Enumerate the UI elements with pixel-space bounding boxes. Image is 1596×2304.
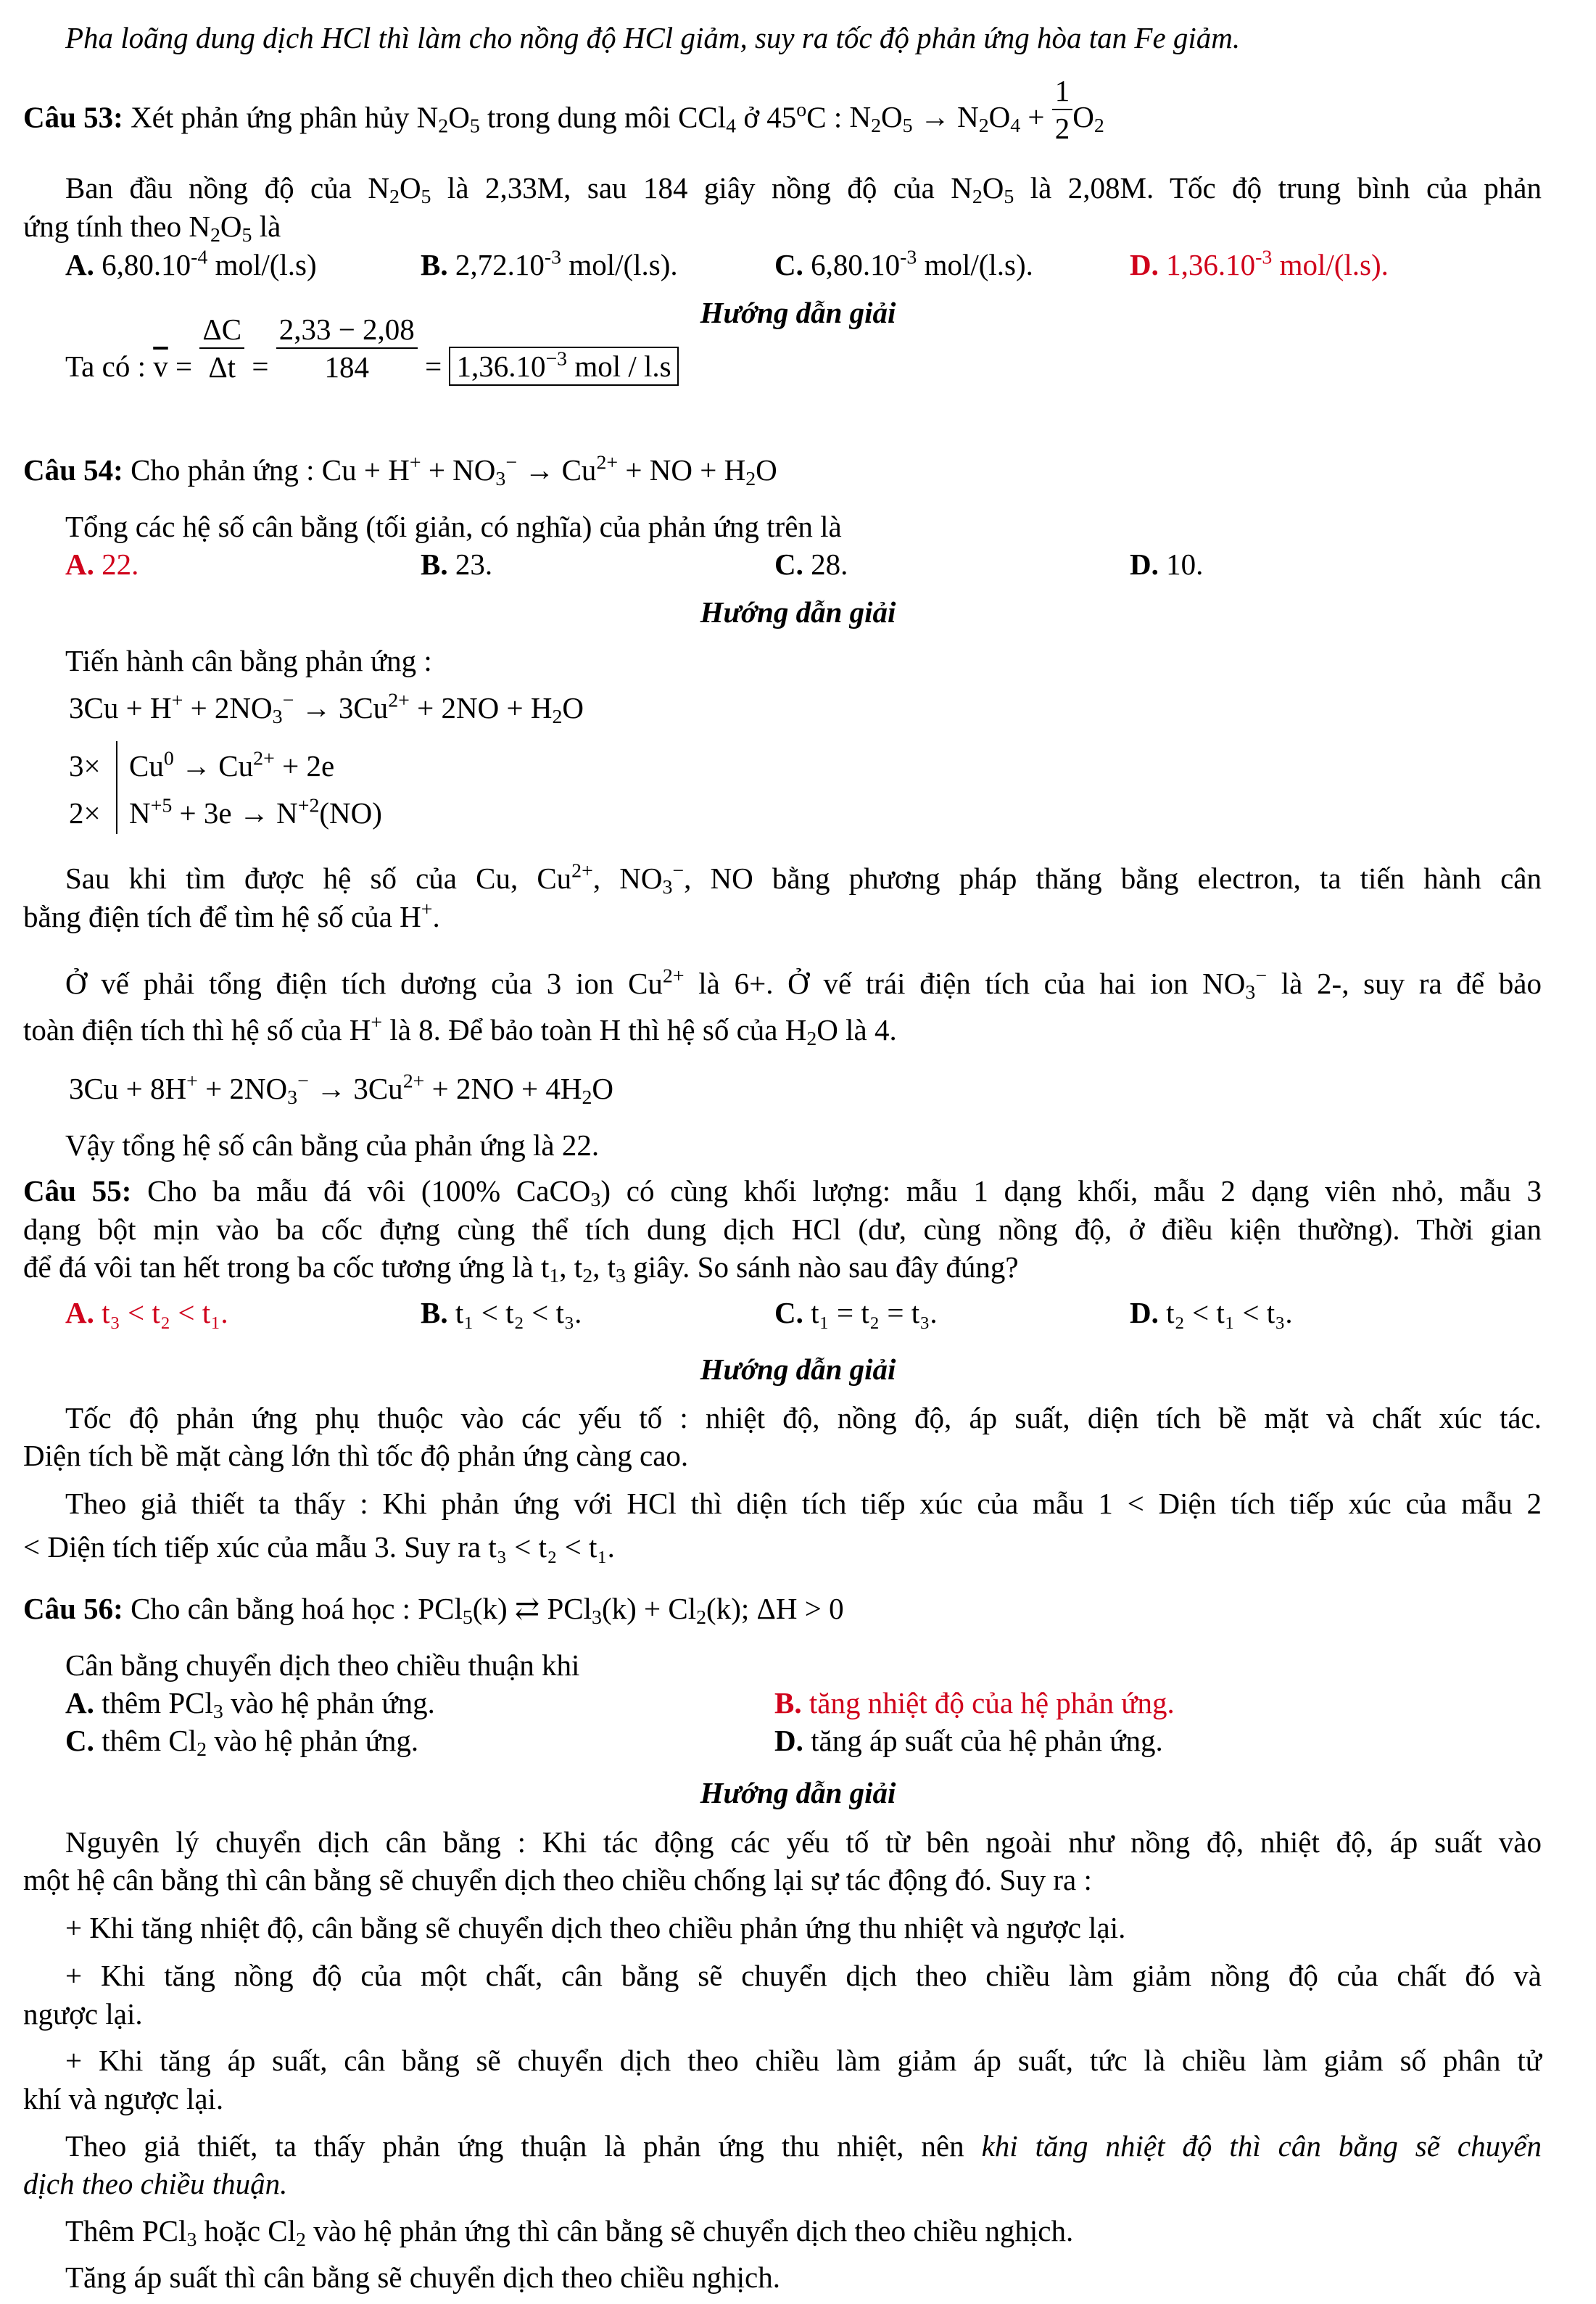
q53-line3: ứng tính theo $N_2O_5$ là [23,210,281,247]
q54-statement: Câu 54: Cho phản ứng : $Cu + H^+ + NO_3^- \to Cu^{2+}$ + NO + $H_2O$ [23,451,777,490]
q56-guide-heading: Hướng dẫn giải [700,1776,896,1809]
q56-s3-line2: ngược lại. [23,1997,143,2031]
q55-guide-heading: Hướng dẫn giải [700,1353,896,1386]
q55-option-a-correct[interactable]: A. t₃ < t₂ < t₁. [65,1296,228,1329]
q56-s7: Tăng áp suất thì cân bằng sẽ chuyển dịch theo chiều nghịch. [65,2260,780,2294]
q54-para1-line2: bằng điện tích để tìm hệ số của H+. [23,898,440,933]
q54-equation-1: $3Cu + H^+ + 2NO_3^- \to 3Cu^{2+} + 2NO + H_2O$ [69,689,584,728]
q53-option-c[interactable]: C. $6,80.10^{-3}$ mol/(l.s). [774,246,1033,281]
q54-para2-line2: toàn điện tích thì hệ số của H+ là 8. Để bảo toàn H thì hệ số của $H_2O$ là 4. [23,1011,897,1050]
q53-label: Câu 53: [23,100,123,134]
q55-line3: để đá vôi tan hết trong ba cốc tương ứng là $t_1$, $t_2$, $t_3$ giây. So sánh nào sau đây đúng? [23,1250,1019,1287]
q54-half-reaction-bar [116,741,117,834]
q54-guide-heading: Hướng dẫn giải [700,595,896,629]
q56-s1-line2: một hệ cân bằng thì cân bằng sẽ chuyển dịch theo chiều chống lại sự tác động đó. Suy ra : [23,1863,1092,1896]
q54-option-c[interactable]: C. 28. [774,548,848,581]
q53-option-d-correct[interactable]: D. $1,36.10^{-3}$ mol/(l.s). [1130,246,1389,281]
q56-s5-line1: Theo giả thiết, ta thấy phản ứng thuận là phản ứng thu nhiệt, nên khi tăng nhiệt độ thì cân bằng sẽ chuyển [65,2129,1542,2163]
q54-half-1-multiplier: 3× [69,749,101,783]
q53-guide-heading: Hướng dẫn giải [700,296,896,329]
q56-question: Cân bằng chuyển dịch theo chiều thuận khi [65,1648,580,1682]
q56-s1-line1: Nguyên lý chuyển dịch cân bằng : Khi tác động các yếu tố từ bên ngoài như nồng độ, nhiệt độ, áp suất vào [65,1825,1542,1859]
q55-option-c[interactable]: C. t₁ = t₂ = t₃. [774,1296,938,1329]
q56-s3-line1: + Khi tăng nồng độ của một chất, cân bằng sẽ chuyển dịch theo chiều làm giảm nồng độ của chất đó và [65,1959,1542,1992]
q55-line2: dạng bột mịn vào ba cốc đựng cùng thể tích dung dịch HCl (dư, cùng nồng độ, ở điều kiện thường). Thời gian [23,1213,1542,1246]
q53-solution: Ta có : $\overline{v}$ = $\frac{\Delta C}{\Delta t}$ = $\frac{2,33 - 2,08}{184}$ = $1,36.10^{-3}$ mol / l.s [65,344,679,388]
q54-conclusion: Vậy tổng hệ số cân bằng của phản ứng là 22. [65,1128,600,1162]
q53-equation: $N_2O_5 \to N_2O_4$ + $\frac{1}{2}$ $O_2$ [849,74,1104,145]
q54-option-a-correct[interactable]: A. 22. [65,548,139,581]
q56-s4-line2: khí và ngược lại. [23,2082,224,2115]
q53-line2: Ban đầu nồng độ của $N_2O_5$ là 2,33M, sau 184 giây nồng độ của $N_2O_5$ là 2,08M. Tốc độ trung bình của phản [65,171,1542,208]
q56-option-a[interactable]: A. thêm PCl$_3$ vào hệ phản ứng. [65,1686,435,1723]
q54-half-2: $N^{+5} + 3e \to N^{+2}(NO)$ [129,794,382,830]
q56-option-b-correct[interactable]: B. tăng nhiệt độ của hệ phản ứng. [774,1686,1175,1719]
q53-boxed-answer: $1,36.10^{-3}$ mol / l.s [449,347,678,386]
q54-option-d[interactable]: D. 10. [1130,548,1204,581]
q55-option-d[interactable]: D. t₂ < t₁ < t₃. [1130,1296,1293,1329]
q54-half-1: $Cu^0 \to Cu^{2+} + 2e$ [129,747,335,783]
q53-option-a[interactable]: A. $6,80.10^{-4}$ mol/(l.s) [65,246,317,281]
q56-s4-line1: + Khi tăng áp suất, cân bằng sẽ chuyển dịch theo chiều làm giảm áp suất, tức là chiều làm giảm số phân tử [65,2044,1542,2077]
q56-option-c[interactable]: C. thêm $Cl_2$ vào hệ phản ứng. [65,1724,419,1761]
q54-question: Tổng các hệ số cân bằng (tối giản, có nghĩa) của phản ứng trên là [65,510,842,543]
q56-statement: Câu 56: Cho cân bằng hoá học : PCl$_5$(k) ⇄ $PCl_3(k) + Cl_2(k)$; ΔH > 0 [23,1592,844,1629]
q55-line1: Câu 55: Cho ba mẫu đá vôi (100% CaCO$_3$) có cùng khối lượng: mẫu 1 dạng khối, mẫu 2 dạng viên nhỏ, mẫu 3 [23,1174,1542,1211]
q56-s6: Thêm PCl$_3$ hoặc $Cl_2$ vào hệ phản ứng thì cân bằng sẽ chuyển dịch theo chiều nghịch. [65,2214,1074,2251]
q54-para1-line1: Sau khi tìm được hệ số của Cu, $Cu^{2+}$, $NO_3^-$, NO bằng phương pháp thăng bằng electron, ta tiến hành cân [65,859,1542,899]
q55-sol1-line2: Diện tích bề mặt càng lớn thì tốc độ phản ứng càng cao. [23,1439,689,1472]
q56-option-d[interactable]: D. tăng áp suất của hệ phản ứng. [774,1724,1163,1757]
q53-option-b[interactable]: B. $2,72.10^{-3}$ mol/(l.s). [421,246,678,281]
intro-line: Pha loãng dung dịch HCl thì làm cho nồng độ HCl giảm, suy ra tốc độ phản ứng hòa tan Fe giảm. [65,21,1241,54]
q56-s5-line2: dịch theo chiều thuận. [23,2167,288,2200]
q53-statement: Câu 53: Xét phản ứng phân hủy $N_2O_5$ trong dung môi CCl$_4$ ở 45$^o$C : $N_2O_5 \to N_2O_4$ + $\frac{1}{2}$ $O_2$ [23,74,1104,145]
q54-option-b[interactable]: B. 23. [421,548,493,581]
q54-half-2-multiplier: 2× [69,796,101,830]
q55-sol2-line1: Theo giả thiết ta thấy : Khi phản ứng với HCl thì diện tích tiếp xúc của mẫu 1 < Diện tích tiếp xúc của mẫu 2 [65,1487,1542,1520]
q54-equation-2: $3Cu + 8H^+ + 2NO_3^- \to 3Cu^{2+} + 2NO + 4H_2O$ [69,1070,613,1109]
q55-sol1-line1: Tốc độ phản ứng phụ thuộc vào các yếu tố : nhiệt độ, nồng độ, áp suất, diện tích bề mặt và chất xúc tác. [65,1401,1542,1434]
q55-option-b[interactable]: B. t₁ < t₂ < t₃. [421,1296,582,1329]
q56-s2: + Khi tăng nhiệt độ, cân bằng sẽ chuyển dịch theo chiều phản ứng thu nhiệt và ngược lại. [65,1911,1126,1944]
q54-step: Tiến hành cân bằng phản ứng : [65,644,432,677]
q55-sol2-line2: < Diện tích tiếp xúc của mẫu 3. Suy ra t₃ < t₂ < t₁. [23,1530,615,1564]
q54-para2-line1: Ở vế phải tổng điện tích dương của 3 ion $Cu^{2+}$ là 6+. Ở vế trái điện tích của hai ion $NO_3^-$ là 2-, suy ra để bảo [65,965,1542,1004]
